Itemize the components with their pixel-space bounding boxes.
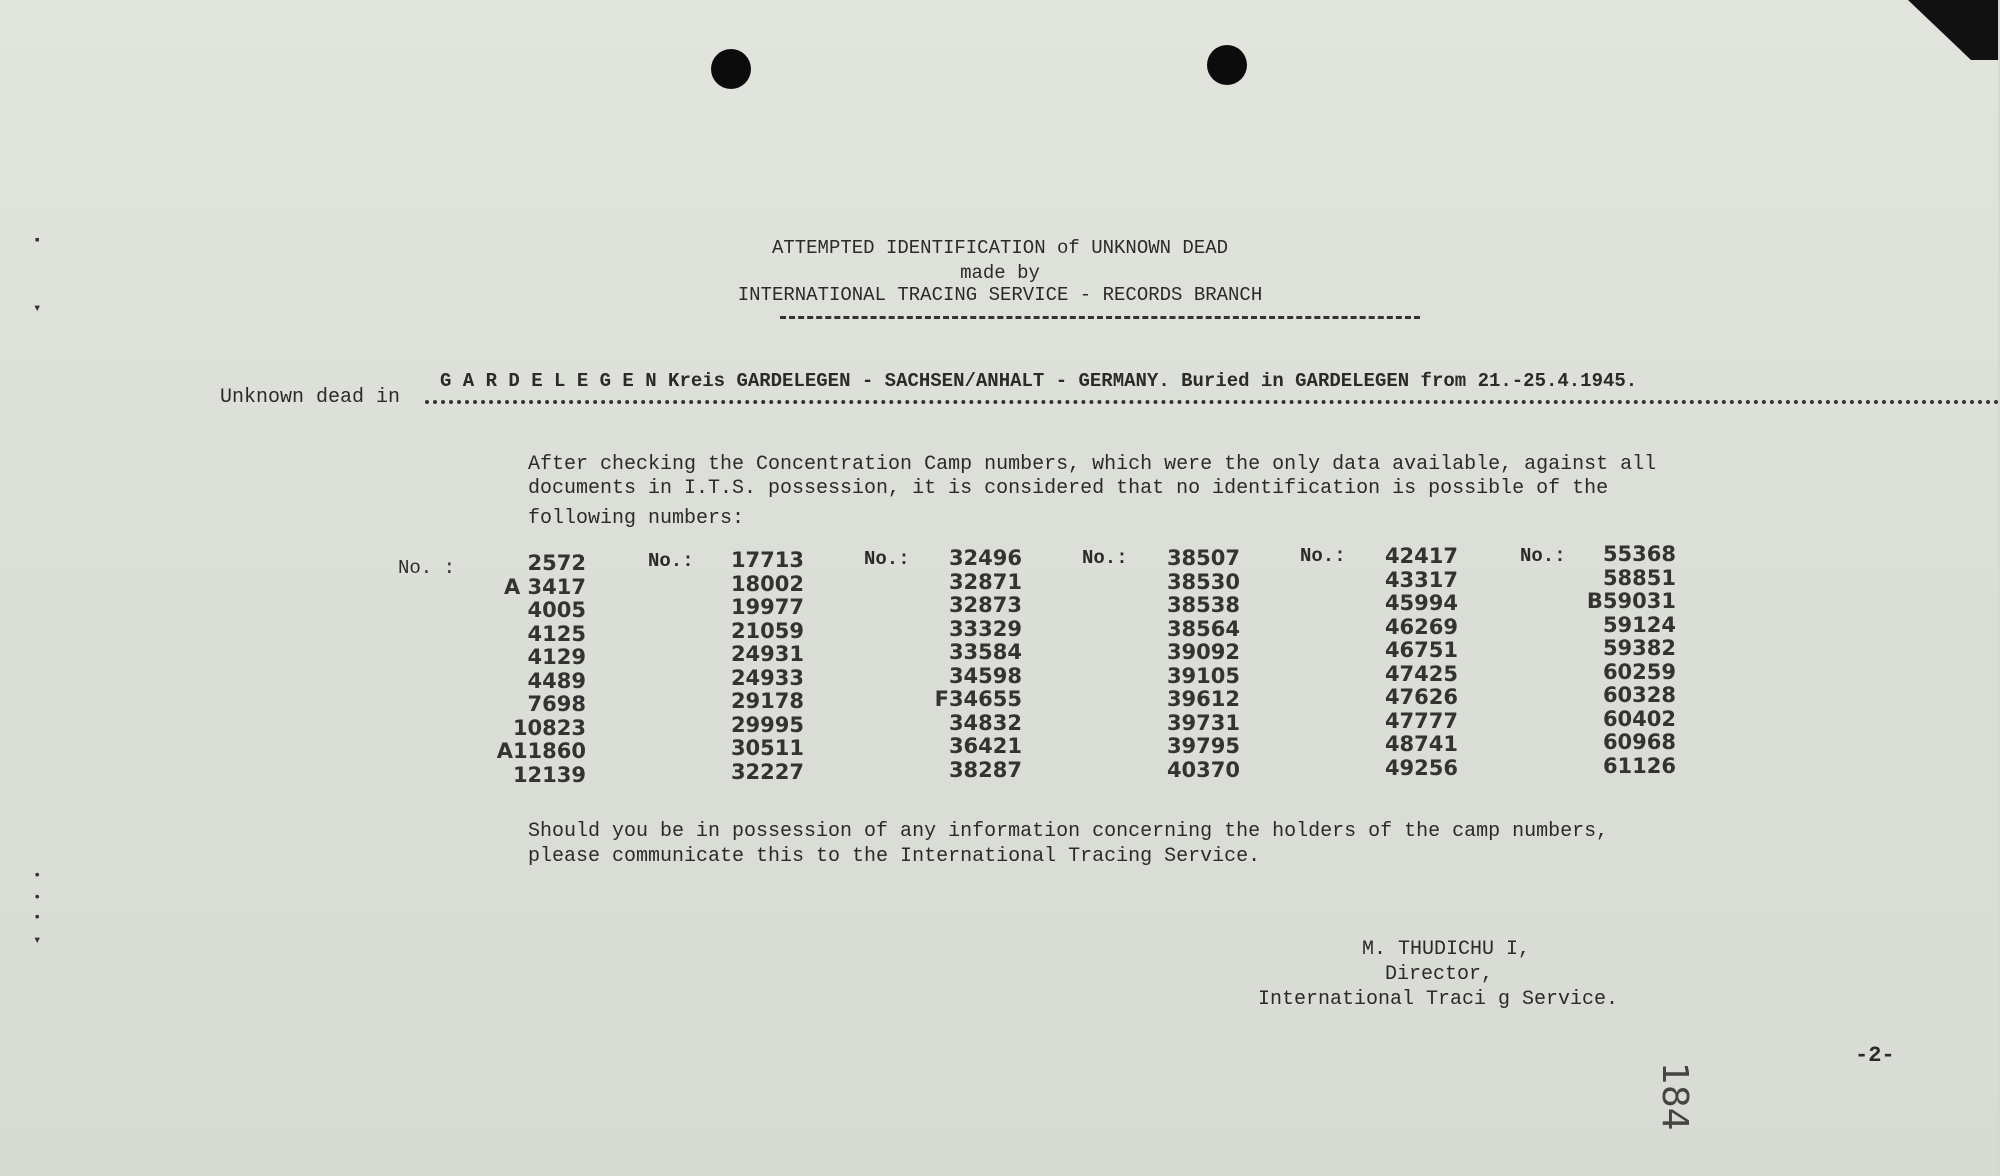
closing-line-2: please communicate this to the International Tracing Service. (528, 845, 1261, 868)
location-label: Unknown dead in (220, 386, 401, 409)
camp-number: 38507 (1166, 546, 1240, 570)
title-underline (780, 316, 1420, 319)
camp-number: 47626 (1384, 685, 1458, 709)
camp-number: 19977 (730, 595, 804, 619)
margin-mark: • (33, 890, 42, 906)
camp-number: 55368 (1602, 542, 1676, 566)
column-label: No.: (1520, 545, 1566, 567)
camp-number: 40370 (1166, 757, 1240, 782)
signature-org: International Traci g Service. (1258, 988, 1619, 1011)
camp-number: 45994 (1384, 591, 1458, 615)
camp-number: F34655 (934, 687, 1022, 711)
camp-number: 39092 (1166, 640, 1240, 664)
column-label: No.: (648, 550, 694, 572)
camp-number: 60259 (1602, 659, 1676, 684)
column-label: No.: (864, 548, 910, 570)
camp-number: 42417 (1384, 544, 1458, 568)
number-column-3 (902, 547, 1022, 782)
camp-number: 34598 (948, 663, 1022, 688)
camp-number: 58851 (1602, 565, 1676, 590)
title-line-2: made by (960, 262, 1040, 284)
title-line-1: ATTEMPTED IDENTIFICATION of UNKNOWN DEAD (771, 237, 1229, 259)
camp-number: 32227 (730, 759, 804, 784)
column-label: No.: (1300, 545, 1346, 567)
camp-number: 10823 (512, 715, 586, 740)
punch-hole-right (1207, 45, 1247, 85)
camp-number: 48741 (1384, 732, 1458, 756)
location-dotted-line (425, 400, 2000, 404)
signature-title: Director, (1385, 963, 1494, 986)
camp-number: 21059 (730, 618, 804, 643)
number-column-6 (1556, 543, 1676, 778)
punch-hole-left (711, 49, 751, 89)
camp-number: 38287 (948, 757, 1022, 782)
camp-number: 32871 (948, 569, 1022, 594)
margin-mark: • (33, 868, 42, 884)
camp-number: 17713 (730, 548, 804, 572)
camp-number: 4005 (527, 598, 586, 622)
margin-mark: ▾ (33, 933, 42, 949)
camp-number: 59382 (1602, 636, 1676, 660)
camp-number: 32496 (948, 546, 1022, 570)
camp-number: 33584 (948, 640, 1022, 664)
camp-number: 39612 (1166, 687, 1240, 711)
number-column-5 (1338, 545, 1458, 780)
camp-number: A11860 (496, 739, 586, 763)
camp-number: 60328 (1602, 683, 1676, 707)
camp-number: 43317 (1384, 567, 1458, 592)
camp-number: 7698 (527, 692, 586, 716)
camp-number: 4129 (527, 645, 586, 669)
camp-number: 33329 (948, 616, 1022, 641)
signature-name: M. THUDICHU I, (1362, 938, 1531, 961)
camp-number: A 3417 (503, 574, 586, 599)
camp-number: 47777 (1384, 708, 1458, 733)
camp-number: 18002 (730, 571, 804, 596)
camp-number: 39795 (1166, 734, 1240, 758)
title-line-3: INTERNATIONAL TRACING SERVICE - RECORDS BRANCH (737, 284, 1263, 306)
camp-number: 46269 (1384, 614, 1458, 639)
camp-number: 4489 (527, 668, 586, 693)
camp-number: 59124 (1602, 612, 1676, 637)
number-column-1 (466, 552, 586, 787)
camp-number: 2572 (527, 551, 586, 575)
margin-mark: • (33, 910, 42, 926)
camp-number: 4125 (527, 621, 586, 646)
camp-number: 32873 (948, 593, 1022, 617)
camp-number: 39731 (1166, 710, 1240, 735)
camp-number: 46751 (1384, 638, 1458, 662)
folded-corner (1908, 0, 1998, 60)
camp-number: 49256 (1384, 755, 1458, 780)
intro-line-3: following numbers: (528, 507, 745, 530)
camp-number: 38538 (1166, 593, 1240, 617)
camp-number: 30511 (730, 736, 804, 760)
margin-mark: ▾ (33, 301, 42, 317)
camp-number: 36421 (948, 734, 1022, 758)
column-label: No.: (1082, 547, 1128, 569)
location-value: G A R D E L E G E N Kreis GARDELEGEN - SACHSEN/ANHALT - GERMANY. Buried in GARDELEGEN from 21.-25.4.1945. (440, 370, 1638, 392)
camp-number: 38564 (1166, 616, 1240, 641)
camp-number: 61126 (1602, 753, 1676, 778)
intro-line-2: documents in I.T.S. possession, it is considered that no identification is possible of the (528, 477, 1609, 500)
closing-line-1: Should you be in possession of any information concerning the holders of the camp numbers, (528, 820, 1609, 843)
camp-number: 29178 (730, 689, 804, 713)
page-number: -2- (1855, 1043, 1895, 1068)
number-column-2 (684, 549, 804, 784)
camp-number: 24931 (730, 642, 804, 666)
camp-number: 60968 (1602, 730, 1676, 754)
camp-number: 60402 (1602, 706, 1676, 731)
column-label: No. : (398, 557, 456, 579)
camp-number: 47425 (1384, 661, 1458, 686)
camp-number: 38530 (1166, 569, 1240, 594)
number-column-4 (1120, 547, 1240, 782)
camp-number: 12139 (512, 762, 586, 787)
archive-number: 184 (1654, 1062, 1695, 1131)
margin-mark: ▪ (33, 233, 42, 249)
intro-line-1: After checking the Concentration Camp numbers, which were the only data available, against all (528, 453, 1657, 476)
camp-number: 24933 (730, 665, 804, 690)
camp-number: 29995 (730, 712, 804, 737)
camp-number: 39105 (1166, 663, 1240, 688)
camp-number: B59031 (1586, 589, 1676, 613)
camp-number: 34832 (948, 710, 1022, 735)
